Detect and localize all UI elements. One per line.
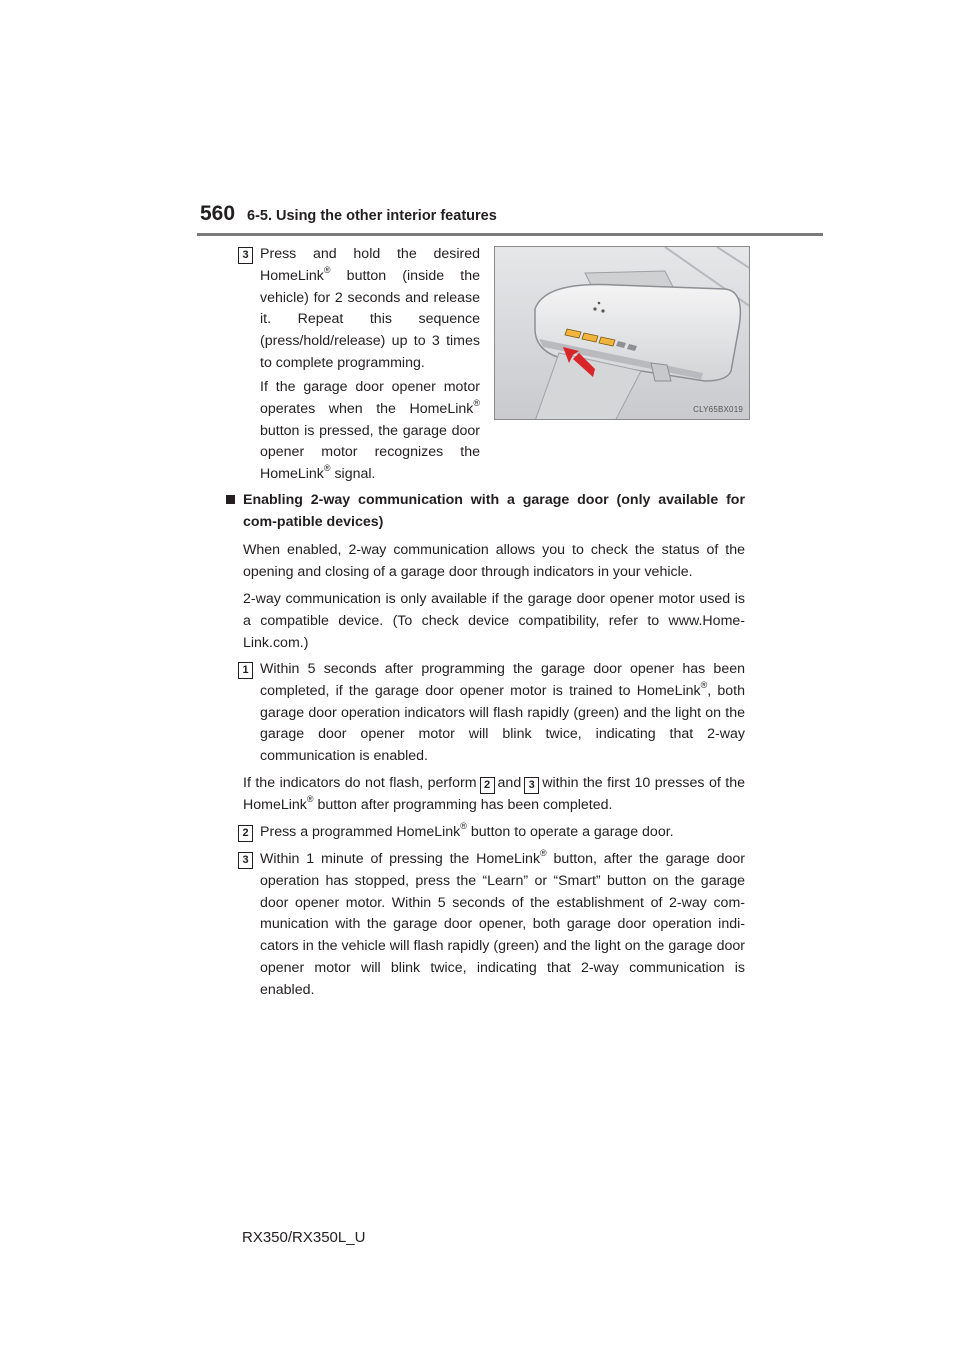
- step-3b-badge: 3: [238, 852, 253, 869]
- step-2-badge: 2: [238, 825, 253, 842]
- homelink-mirror-illustration: [494, 246, 750, 420]
- paragraph-2way-compatibility: 2-way communication is only available if the garage door opener motor used is a compatible device. (To check device compatibility, refer to www.Home-Link.com.): [243, 591, 745, 651]
- inline-step-3-badge: 3: [524, 777, 539, 794]
- bullet-square-icon: [226, 495, 235, 504]
- paragraph-if-not-flash: [243, 773, 745, 817]
- if-not-text-1: If the indicators do not flash, perform: [243, 775, 477, 791]
- if-not-text-2: within the first 10 presses of the HomeLink® button after programming has been completed.: [243, 775, 745, 813]
- figure-code: CLY65BX019: [693, 405, 743, 414]
- step-3-text: Press and hold the desired HomeLink® button (inside the vehicle) for 2 seconds and release it. Repeat this sequence (press/hold/release) up to 3 times to complete programming.: [260, 246, 480, 371]
- paragraph-2way-intro: When enabled, 2-way communication allows you to check the status of the opening and closing of a garage door through indicators in your vehicle.: [243, 542, 745, 580]
- header-divider: [197, 233, 823, 236]
- mirror-drawing: [495, 247, 750, 420]
- if-not-and: and: [497, 775, 522, 791]
- inline-step-2-badge: 2: [480, 777, 495, 794]
- section-title: 6-5. Using the other interior features: [247, 208, 497, 224]
- step-1-text: Within 5 seconds after programming the garage door opener has been completed, if the garage door opener motor is trained to HomeLink®, both garage door operation indicators will flash rapidly (green) and the light on the garage door opener motor will blink twice, indicating that 2-way communication is enabled.: [260, 661, 745, 765]
- step-1-badge: 1: [238, 662, 253, 679]
- section-heading-2way: Enabling 2-way communication with a garage door (only available for com-patible devices): [243, 492, 745, 530]
- step-2-text: Press a programmed HomeLink® button to operate a garage door.: [260, 821, 674, 840]
- footer-model: RX350/RX350L_U: [242, 1229, 366, 1246]
- page-number: 560: [200, 202, 236, 225]
- step-3-badge: 3: [238, 247, 253, 264]
- step-3-note: If the garage door opener motor operates when the HomeLink® button is pressed, the garage door opener motor recognizes the HomeLink® signal.: [260, 379, 480, 483]
- step-3b-text: Within 1 minute of pressing the HomeLink® button, after the garage door operation has stopped, press the “Learn” or “Smart” button on the garage door opener motor. Within 5 seconds of the establishment of 2-way com-munication with the garage door opener, both garage door operation indi-cators in the vehicle will flash rapidly (green) and the light on the garage door opener motor will blink twice, indicating that 2-way communication is enabled.: [260, 848, 746, 998]
